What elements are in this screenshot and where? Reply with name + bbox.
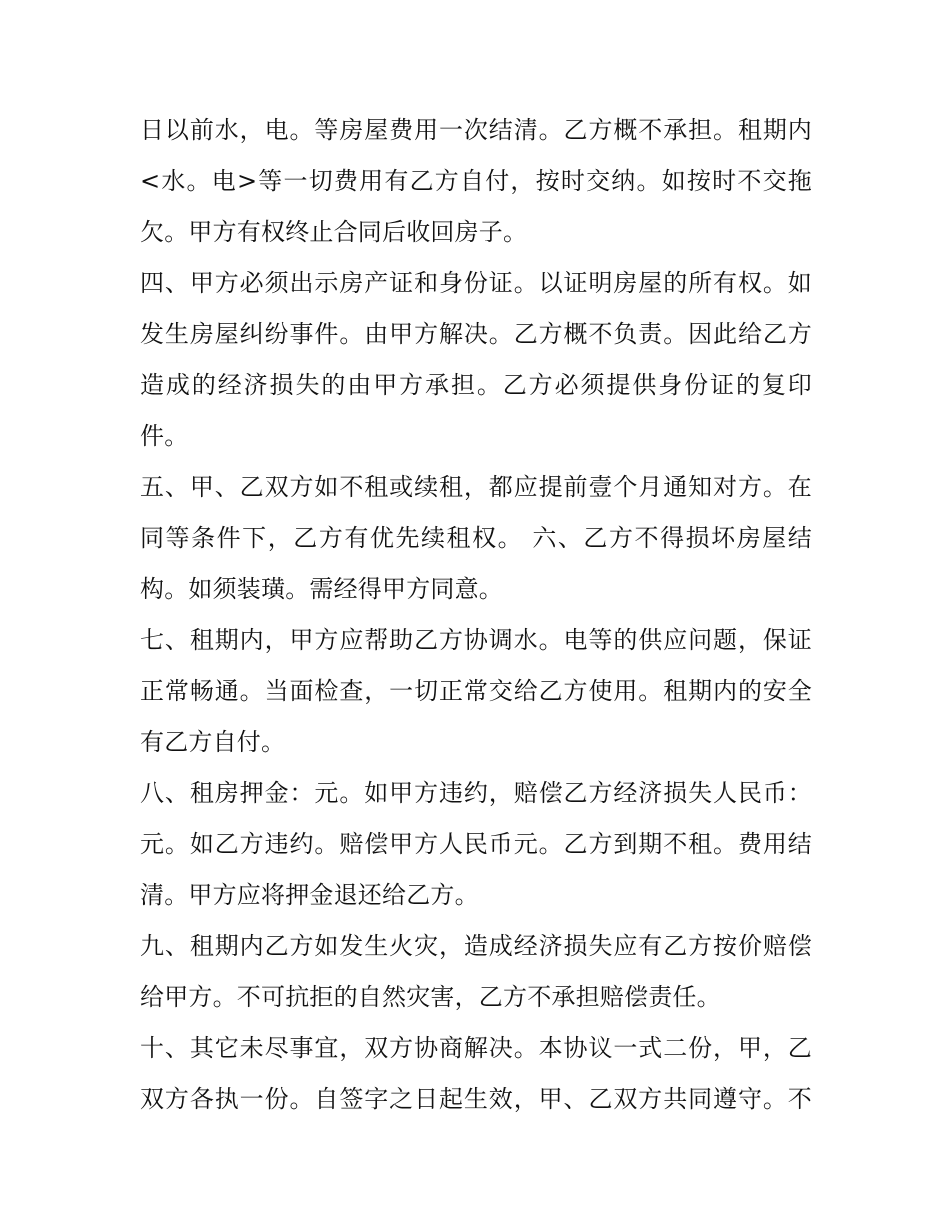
text-line: 八、租房押金：元。如甲方违约，赔偿乙方经济损失人民币： (140, 779, 812, 807)
contract-text-body (140, 105, 812, 1125)
text-line: 给甲方。不可抗拒的自然灾害，乙方不承担赔偿责任。 (140, 983, 721, 1011)
text-line: 五、甲、乙双方如不租或续租，都应提前壹个月通知对方。在 (140, 473, 812, 501)
text-line: 正常畅通。当面检查，一切正常交给乙方使用。租期内的安全 (140, 677, 812, 705)
text-line: 欠。甲方有权终止合同后收回房子。 (140, 218, 528, 246)
text-line: 清。甲方应将押金退还给乙方。 (140, 881, 479, 909)
text-line: 九、租期内乙方如发生火灾，造成经济损失应有乙方按价赔偿 (140, 932, 812, 960)
text-line: 发生房屋纠纷事件。由甲方解决。乙方概不负责。因此给乙方 (140, 320, 812, 348)
text-line: 有乙方自付。 (140, 728, 286, 756)
text-line: <水。电>等一切费用有乙方自付，按时交纳。如按时不交拖 (140, 167, 812, 195)
text-line: 造成的经济损失的由甲方承担。乙方必须提供身份证的复印 (140, 371, 812, 399)
text-line: 十、其它未尽事宜，双方协商解决。本协议一式二份，甲，乙 (140, 1034, 812, 1062)
text-line: 件。 (140, 422, 189, 450)
text-line: 七、租期内，甲方应帮助乙方协调水。电等的供应问题，保证 (140, 626, 812, 654)
text-line: 四、甲方必须出示房产证和身份证。以证明房屋的所有权。如 (140, 269, 812, 297)
text-line: 双方各执一份。自签字之日起生效，甲、乙双方共同遵守。不 (140, 1085, 812, 1113)
text-line: 日以前水，电。等房屋费用一次结清。乙方概不承担。租期内 (140, 116, 812, 144)
text-line: 同等条件下，乙方有优先续租权。 六、乙方不得损坏房屋结 (140, 524, 812, 552)
text-line: 构。如须装璜。需经得甲方同意。 (140, 575, 503, 603)
text-line: 元。如乙方违约。赔偿甲方人民币元。乙方到期不租。费用结 (140, 830, 812, 858)
